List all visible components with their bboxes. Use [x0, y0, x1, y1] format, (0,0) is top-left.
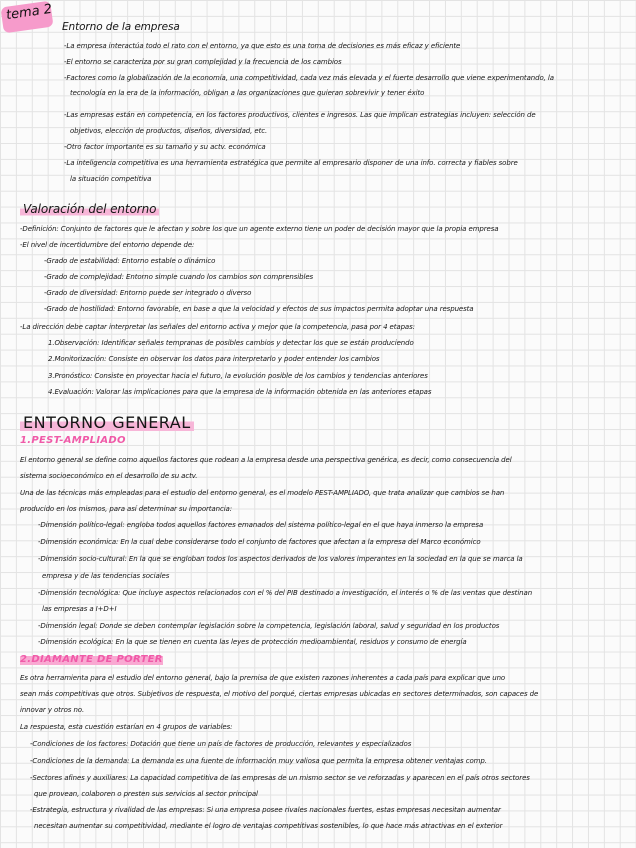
note-line: Es otra herramienta para el estudio del entorno general, bajo la premisa de que existen razones inherentes a cada país para explicar que uno: [20, 674, 506, 682]
section-title-entorno-general: ENTORNO GENERAL: [20, 414, 194, 432]
note-line: necesitan aumentar su competitividad, mediante el logro de ventajas competitivas sostenibles, lo que hace más atractivas en el exterior: [34, 822, 503, 830]
note-line: sistema socioeconómico en el desarrollo de su actv.: [20, 472, 198, 480]
note-line: -La empresa interactúa todo el rato con el entorno, ya que esto es una toma de decisiones es más eficaz y eficiente: [64, 42, 461, 50]
note-line: sean más competitivas que otros. Subjetivos de respuesta, el motivo del porqué, ciertas empresas ubicadas en sectores determinados, son capaces de: [20, 690, 539, 698]
note-line: -Dimensión político-legal: engloba todos aquellos factores emanados del sistema político-legal en el que haya inmerso la empresa: [38, 521, 484, 529]
note-line: -Sectores afines y auxiliares: La capacidad competitiva de las empresas de un mismo sector se ve reforzadas y aparecen en el país otros sectores: [30, 774, 530, 782]
note-line: -Dimensión ecológica: En la que se tienen en cuenta las leyes de protección medioambiental, residuos y consumo de energía: [38, 638, 467, 646]
note-line: -Grado de estabilidad: Entorno estable o dinámico: [44, 257, 216, 265]
topic-tag: tema 2: [5, 1, 53, 24]
note-line: la situación competitiva: [70, 175, 152, 183]
note-line: -Grado de complejidad: Entorno simple cuando los cambios son comprensibles: [44, 273, 314, 281]
note-line: que provean, colaboren o presten sus servicios al sector principal: [34, 790, 258, 798]
note-line: -La inteligencia competitiva es una herramienta estratégica que permite al empresario disponer de una info. correcta y fiables sobre: [64, 159, 518, 167]
note-line: -Definición: Conjunto de factores que le afectan y sobre los que un agente externo tiene un poder de decisión mayor que la propia empresa: [20, 225, 499, 233]
note-line: producido en los mismos, para así determinar su importancia:: [20, 505, 232, 513]
note-line: -El nivel de incertidumbre del entorno depende de:: [20, 241, 195, 249]
note-line: 3.Pronóstico: Consiste en proyectar hacia el futuro, la evolución posible de los cambios y tendencias anteriores: [48, 372, 428, 380]
note-line: El entorno general se define como aquellos factores que rodean a la empresa desde una perspectiva genérica, es decir, como consecuencia del: [20, 456, 512, 464]
note-line: -Dimensión socio-cultural: En la que se engloban todos los aspectos derivados de los valores imperantes en la sociedad en la que se marca la: [38, 555, 523, 563]
note-line: 4.Evaluación: Valorar las implicaciones para que la empresa de la información obtenida en las anteriores etapas: [48, 388, 432, 396]
note-line: -Dimensión económica: En la cual debe considerarse todo el conjunto de factores que afectan a la empresa del Marco económico: [38, 538, 481, 546]
note-line: tecnología en la era de la información, obligan a las organizaciones que quieran sobrevivir y tener éxito: [70, 89, 425, 97]
subsection-title-pest: 1.PEST-AMPLIADO: [20, 435, 126, 446]
note-line: -Condiciones de los factores: Dotación que tiene un país de factores de producción, relevantes y especializados: [30, 740, 412, 748]
note-line: 2.Monitorización: Consiste en observar los datos para interpretarlo y poder entender los cambios: [48, 355, 380, 363]
note-line: -Dimensión legal: Donde se deben contemplar legislación sobre la competencia, legislación laboral, salud y seguridad en los productos: [38, 622, 500, 630]
subsection-title-porter: 2.DIAMANTE DE PORTER: [20, 654, 163, 665]
note-line: -Factores como la globalización de la economía, una competitividad, cada vez más elevada y el fuerte desarrollo que viene experimentando, la: [64, 74, 554, 82]
note-line: 1.Observación: Identificar señales tempranas de posibles cambios y detectar los que se están produciendo: [48, 339, 414, 347]
section-title-entorno-empresa: Entorno de la empresa: [62, 21, 180, 33]
note-line: innovar y otros no.: [20, 706, 85, 714]
note-line: -Estrategia, estructura y rivalidad de las empresas: Si una empresa posee rivales nacionales fuertes, estas empresas necesitan aumentar: [30, 806, 501, 814]
note-line: -Condiciones de la demanda: La demanda es una fuente de información muy valiosa que permita la empresa obtener ventajas comp.: [30, 757, 487, 765]
note-line: empresa y de las tendencias sociales: [42, 572, 170, 580]
note-line: -Dimensión tecnológica: Que incluye aspectos relacionados con el % del PIB destinado a investigación, el interés o % de las ventas que destinan: [38, 589, 533, 597]
note-line: -Grado de diversidad: Entorno puede ser integrado o diverso: [44, 289, 252, 297]
note-line: -Otro factor importante es su tamaño y su actv. económica: [64, 143, 266, 151]
note-line: -Grado de hostilidad: Entorno favorable, en base a que la velocidad y efectos de sus impactos permita adoptar una respuesta: [44, 305, 474, 313]
note-line: las empresas a I+D+I: [42, 605, 117, 613]
note-line: -El entorno se caracteriza por su gran complejidad y la frecuencia de los cambios: [64, 58, 342, 66]
note-line: -Las empresas están en competencia, en los factores productivos, clientes e ingresos. Las que implican estrategias incluyen: selección de: [64, 111, 536, 119]
note-line: La respuesta, esta cuestión estarían en 4 grupos de variables:: [20, 723, 233, 731]
note-line: -La dirección debe captar interpretar las señales del entorno activa y mejor que la competencia, pasa por 4 etapas:: [20, 323, 415, 331]
section-title-valoracion: Valoración del entorno: [20, 204, 159, 214]
note-line: objetivos, elección de productos, diseños, diversidad, etc.: [70, 127, 268, 135]
note-line: Una de las técnicas más empleadas para el estudio del entorno general, es el modelo PEST-AMPLIADO, que trata analizar que cambios se han: [20, 489, 505, 497]
